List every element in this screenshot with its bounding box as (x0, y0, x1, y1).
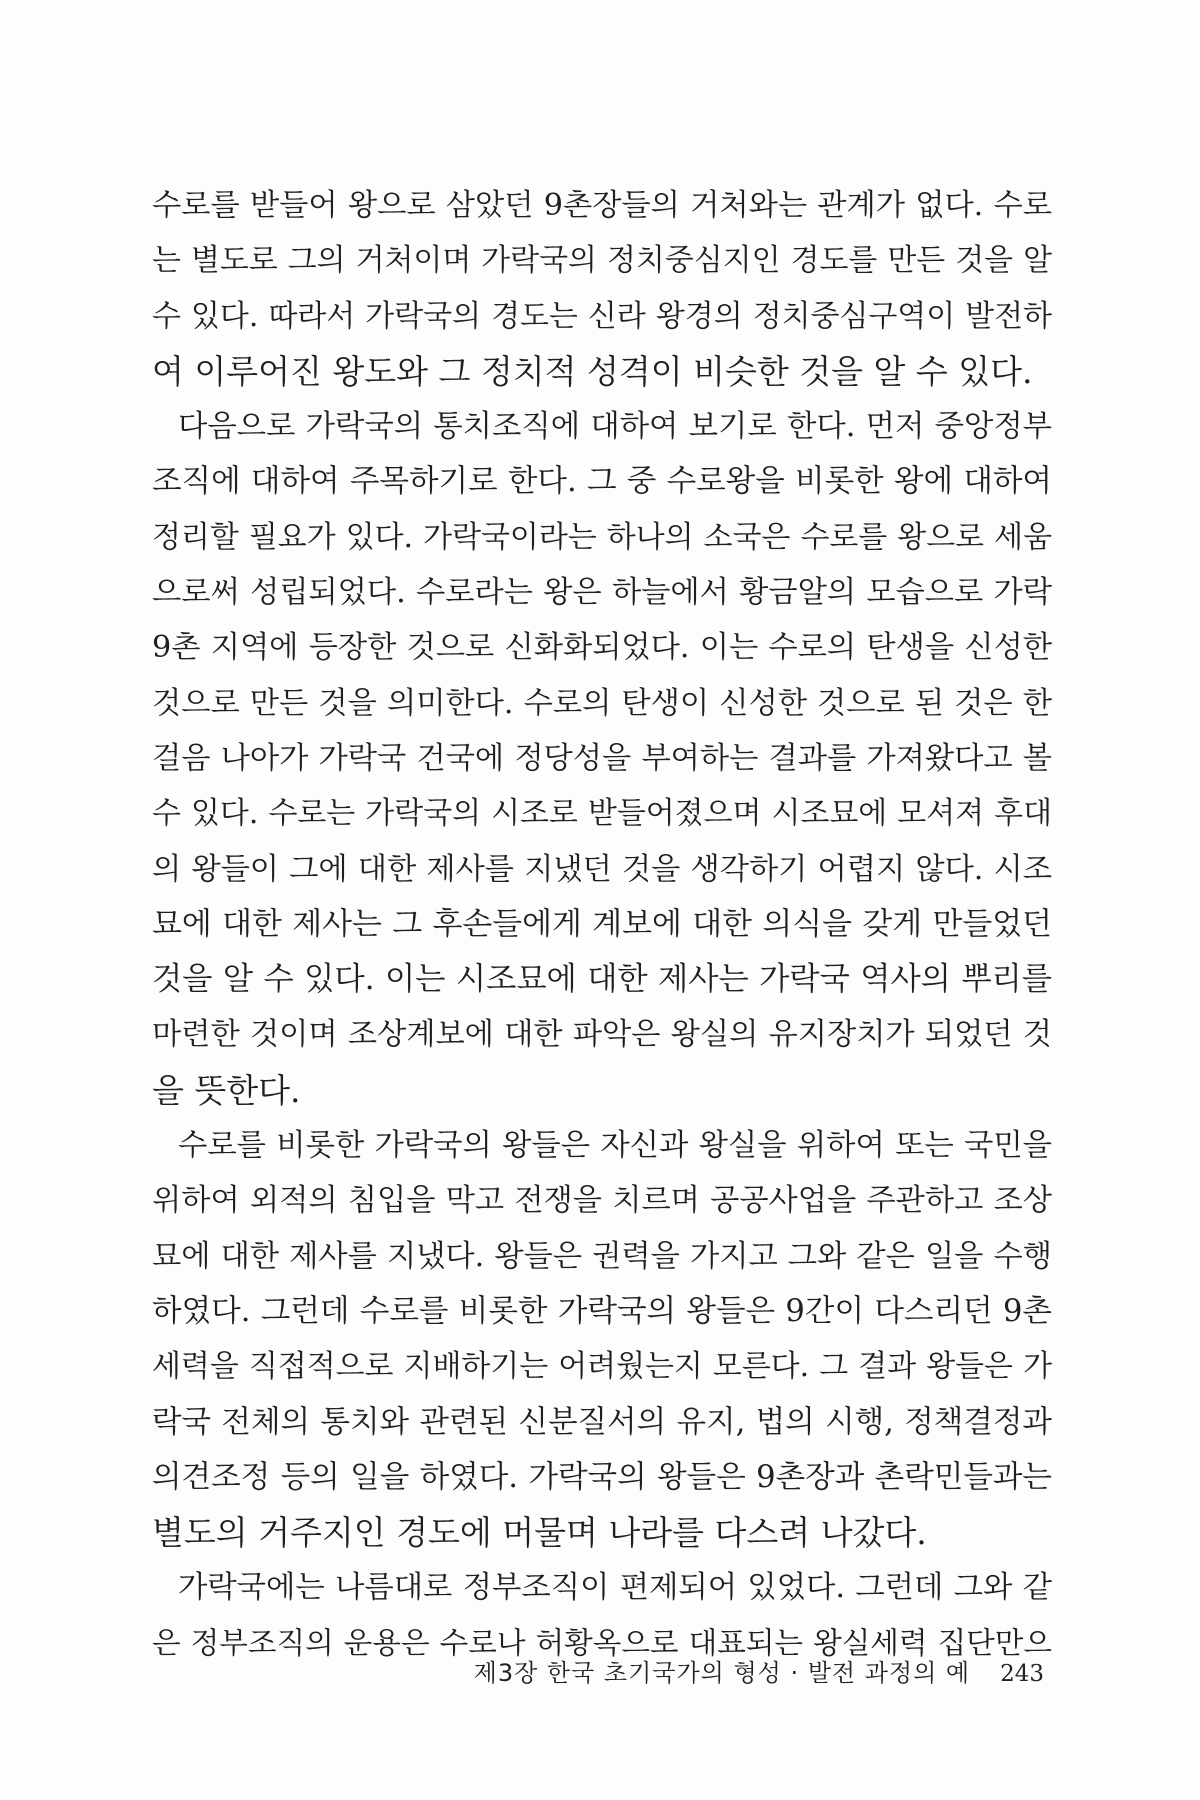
text-line: 묘에 대한 제사는 그 후손들에게 계보에 대한 의식을 갖게 만들었던 (152, 905, 1052, 942)
text-line: 하였다. 그런데 수로를 비롯한 가락국의 왕들은 9간이 다스리던 9촌 (152, 1293, 1052, 1329)
text-line: 9촌 지역에 등장한 것으로 신화화되었다. 이는 수로의 탄생을 신성한 (152, 630, 1052, 666)
text-line: 정리할 필요가 있다. 가락국이라는 하나의 소국은 수로를 왕으로 세움 (152, 519, 1052, 555)
text-line: 마련한 것이며 조상계보에 대한 파악은 왕실의 유지장치가 되었던 것 (152, 1017, 1052, 1053)
text-line: 는 별도로 그의 거처이며 가락국의 정치중심지인 경도를 만든 것을 알 (152, 243, 1052, 279)
page-number: 243 (1000, 1661, 1044, 1687)
text-line: 세력을 직접적으로 지배하기는 어려웠는지 모른다. 그 결과 왕들은 가 (152, 1349, 1052, 1385)
text-line: 의견조정 등의 일을 하였다. 가락국의 왕들은 9촌장과 촌락민들과는 (152, 1459, 1052, 1495)
text-line: 의 왕들이 그에 대한 제사를 지냈던 것을 생각하기 어렵지 않다. 시조 (152, 851, 1052, 887)
running-footer (473, 1653, 1044, 1693)
text-line: 수로를 받들어 왕으로 삼았던 9촌장들의 거처와는 관계가 없다. 수로 (152, 188, 1052, 223)
text-line: 여 이루어진 왕도와 그 정치적 성격이 비슷한 것을 알 수 있다. (152, 351, 1033, 391)
text-line: 묘에 대한 제사를 지냈다. 왕들은 권력을 가지고 그와 같은 일을 수행 (152, 1238, 1052, 1274)
text-line: 으로써 성립되었다. 수로라는 왕은 하늘에서 황금알의 모습으로 가락 (152, 575, 1052, 611)
text-line: 락국 전체의 통치와 관련된 신분질서의 유지, 법의 시행, 정책결정과 (152, 1404, 1052, 1440)
text-line: 별도의 거주지인 경도에 머물며 나라를 다스려 나갔다. (152, 1513, 927, 1553)
text-line: 걸음 나아가 가락국 건국에 정당성을 부여하는 결과를 가져왔다고 볼 (152, 740, 1052, 776)
body-text (152, 178, 1052, 1671)
chapter-title: 제3장 한국 초기국가의 형성 · 발전 과정의 예 (473, 1659, 971, 1687)
text-line: 을 뜻한다. (152, 1070, 301, 1110)
text-line: 다음으로 가락국의 통치조직에 대하여 보기로 한다. 먼저 중앙정부 (178, 409, 1052, 445)
paragraph-3 (152, 1118, 1052, 1560)
text-line: 수 있다. 따라서 가락국의 경도는 신라 왕경의 정치중심구역이 발전하 (152, 298, 1052, 334)
text-line: 가락국에는 나름대로 정부조직이 편제되어 있었다. 그런데 그와 같 (178, 1570, 1052, 1606)
text-line: 것을 알 수 있다. 이는 시조묘에 대한 제사는 가락국 역사의 뿌리를 (152, 961, 1052, 998)
paragraph-1 (152, 178, 1052, 399)
text-line: 수 있다. 수로는 가락국의 시조로 받들어졌으며 시조묘에 모셔져 후대 (152, 796, 1052, 832)
text-line: 은 정부조직의 운용은 수로나 허황옥으로 대표되는 왕실세력 집단만으 (152, 1625, 1052, 1660)
text-line: 위하여 외적의 침입을 막고 전쟁을 치르며 공공사업을 주관하고 조상 (152, 1183, 1052, 1219)
text-line: 수로를 비롯한 가락국의 왕들은 자신과 왕실을 위하여 또는 국민을 (178, 1128, 1052, 1164)
text-line: 것으로 만든 것을 의미한다. 수로의 탄생이 신성한 것으로 된 것은 한 (152, 685, 1052, 721)
text-line: 조직에 대하여 주목하기로 한다. 그 중 수로왕을 비롯한 왕에 대하여 (152, 464, 1052, 500)
paragraph-2 (152, 399, 1052, 1118)
